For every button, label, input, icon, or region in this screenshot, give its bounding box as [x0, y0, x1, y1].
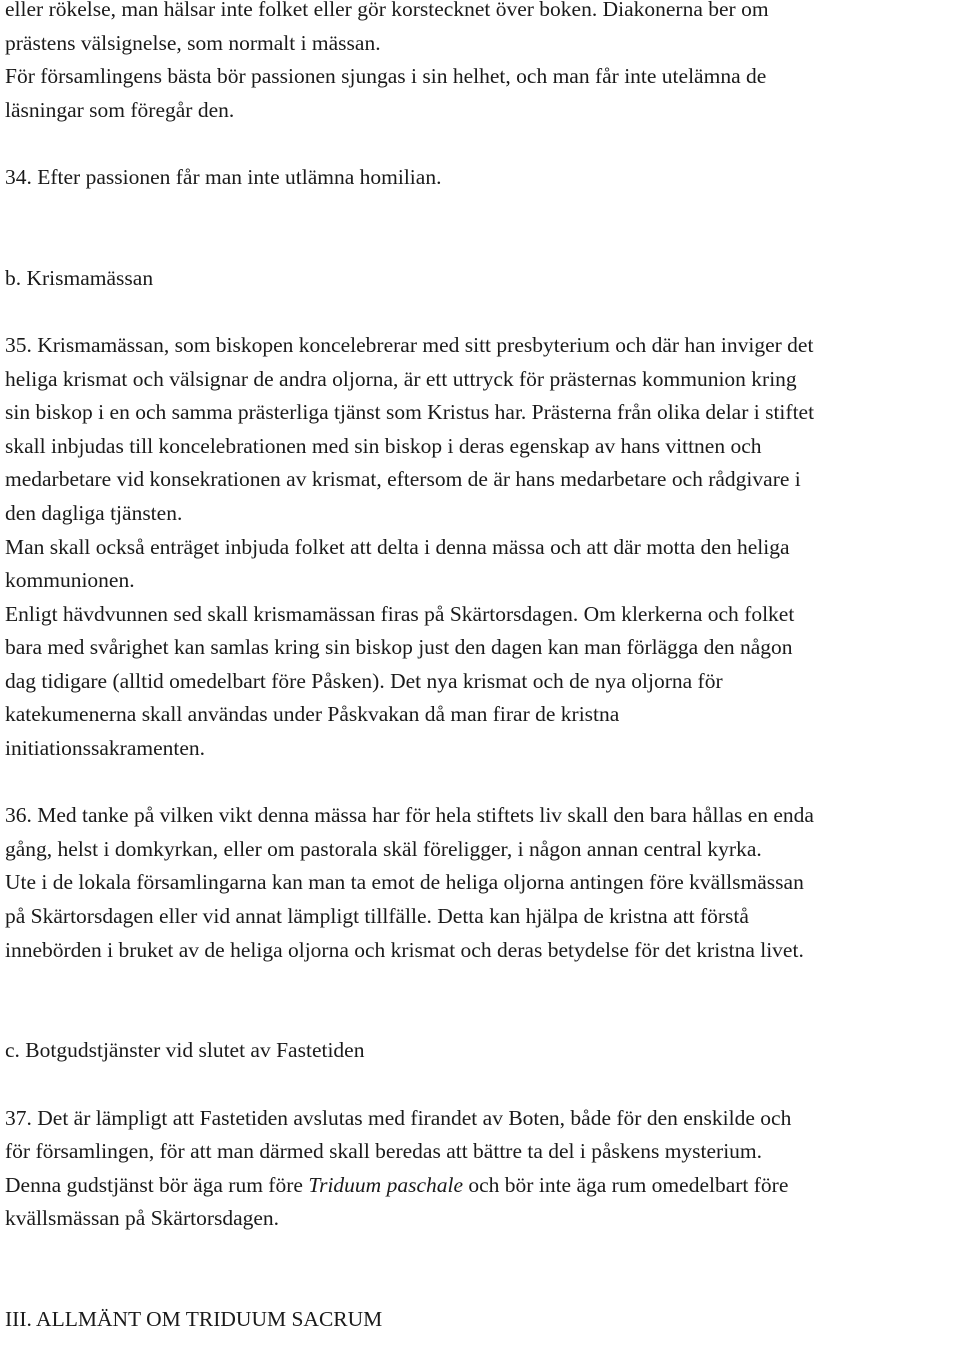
text-line: gång, helst i domkyrkan, eller om pastorala skäl föreligger, i någon annan central kyrka.: [5, 836, 762, 861]
italic-term: Triduum paschale: [308, 1172, 464, 1197]
text-line: Enligt hävdvunnen sed skall krismamässan firas på Skärtorsdagen. Om klerkerna och folket: [5, 601, 795, 626]
text-line: Ute i de lokala församlingarna kan man ta emot de heliga oljorna antingen före kvällsmässan: [5, 870, 804, 895]
text-line: [5, 1169, 957, 1203]
text-line: 36. Med tanke på vilken vikt denna mässa har för hela stiftets liv skall den bara hållas en enda: [5, 803, 814, 828]
text-line: katekumenerna skall användas under Påskvakan då man firar de kristna: [5, 702, 620, 727]
document-page: [5, 0, 957, 1337]
section-heading-b: b. Krismamässan: [5, 265, 154, 290]
text-line: dag tidigare (alltid omedelbart före Påsken). Det nya krismat och de nya oljorna för: [5, 668, 723, 693]
text-line: medarbetare vid konsekrationen av krismat, eftersom de är hans medarbetare och rådgivare i: [5, 467, 801, 492]
text-line: heliga krismat och välsignar de andra oljorna, är ett uttryck för prästernas kommunion kring: [5, 366, 797, 391]
section-heading-iii: III. ALLMÄNT OM TRIDUUM SACRUM: [5, 1307, 383, 1332]
text-line: innebörden i bruket av de heliga oljorna och krismat och deras betydelse för det kristna livet.: [5, 937, 804, 962]
text-line: kvällsmässan på Skärtorsdagen.: [5, 1206, 280, 1231]
text-line: för församlingen, för att man därmed skall beredas att bättre ta del i påskens mysterium.: [5, 1139, 763, 1164]
text-line: på Skärtorsdagen eller vid annat lämpligt tillfälle. Detta kan hjälpa de kristna att förstå: [5, 904, 749, 929]
text-line: den dagliga tjänsten.: [5, 500, 183, 525]
text-line: 35. Krismamässan, som biskopen koncelebrerar med sitt presbyterium och där han inviger det: [5, 332, 814, 357]
section-heading-c: c. Botgudstjänster vid slutet av Fastetiden: [5, 1038, 365, 1063]
text-line: bara med svårighet kan samlas kring sin biskop just den dagen kan man förlägga den någon: [5, 635, 793, 660]
text-run: och bör inte äga rum omedelbart före: [463, 1172, 789, 1197]
text-line: eller rökelse, man hälsar inte folket eller gör korstecknet över boken. Diakonerna ber om: [5, 0, 769, 21]
text-line: läsningar som föregår den.: [5, 97, 235, 122]
text-line: skall inbjudas till koncelebrationen med sin biskop i deras egenskap av hans vittnen och: [5, 433, 762, 458]
paragraph-34: 34. Efter passionen får man inte utlämna homilian.: [5, 164, 442, 189]
text-line: initiationssakramenten.: [5, 736, 206, 761]
text-line: 37. Det är lämpligt att Fastetiden avslutas med firandet av Boten, både för den enskilde och: [5, 1105, 792, 1130]
text-line: prästens välsignelse, som normalt i mässan.: [5, 30, 381, 55]
text-line: kommunionen.: [5, 568, 135, 593]
text-line: sin biskop i en och samma prästerliga tjänst som Kristus har. Prästerna från olika delar i stiftet: [5, 400, 815, 425]
text-run: Denna gudstjänst bör äga rum före: [5, 1172, 309, 1197]
text-line: För församlingens bästa bör passionen sjungas i sin helhet, och man får inte utelämna de: [5, 64, 767, 89]
text-line: Man skall också enträget inbjuda folket att delta i denna mässa och att där motta den heliga: [5, 534, 790, 559]
